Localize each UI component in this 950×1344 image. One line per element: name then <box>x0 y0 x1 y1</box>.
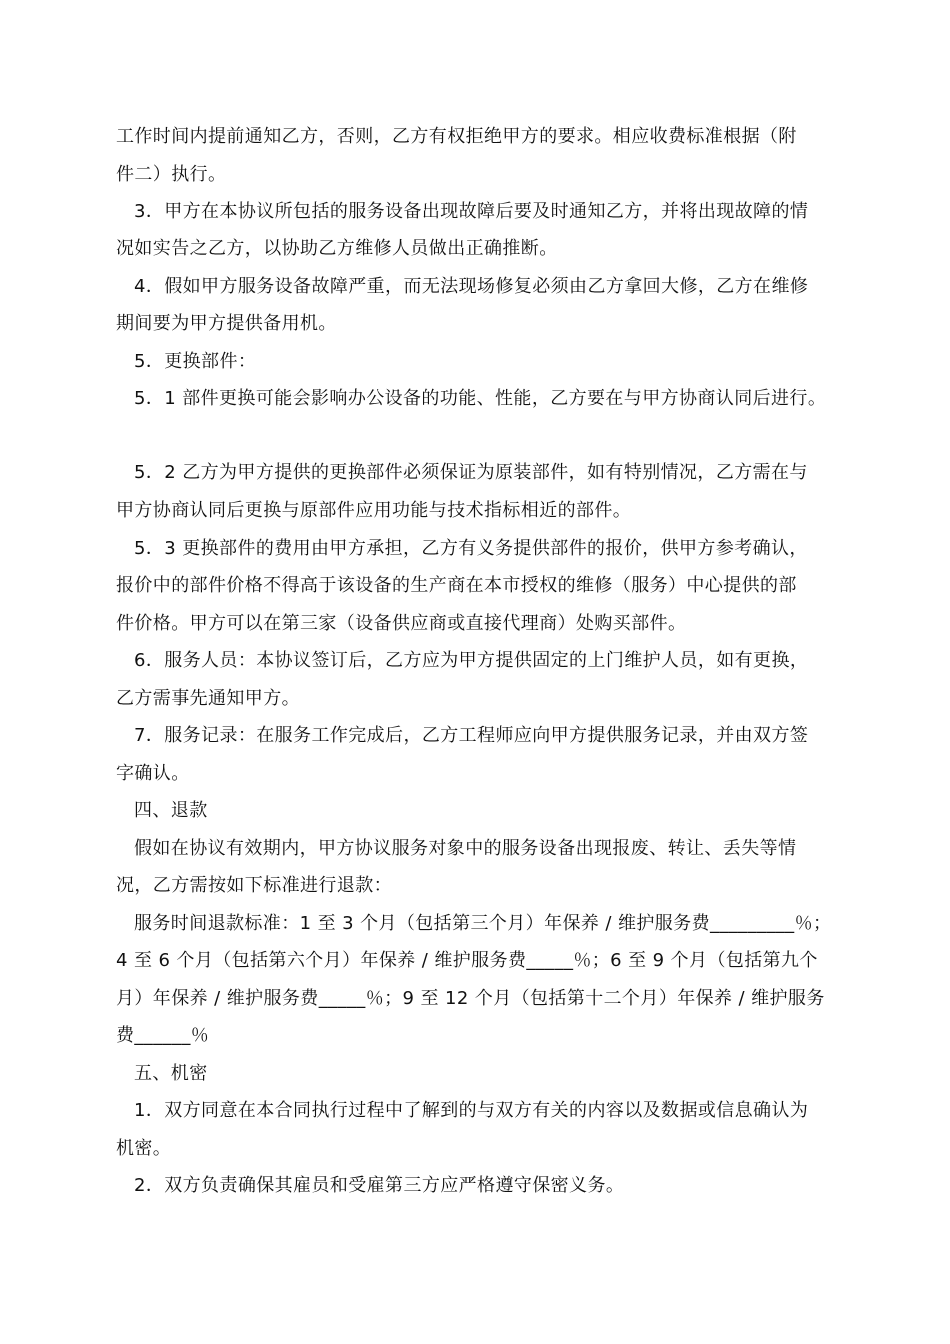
text-line: 4．假如甲方服务设备故障严重，而无法现场修复必须由乙方拿回大修，乙方在维修 <box>134 276 809 297</box>
text-line: 件价格。甲方可以在第三家（设备供应商或直接代理商）处购买部件。 <box>116 613 687 634</box>
text-line: 况如实告之乙方，以协助乙方维修人员做出正确推断。 <box>116 238 558 259</box>
text-line: 5．3 更换部件的费用由甲方承担，乙方有义务提供部件的报价，供甲方参考确认， <box>134 538 808 559</box>
text-line: 费______％ <box>116 1025 210 1046</box>
text-line: 月）年保养 / 维护服务费_____％；9 至 12 个月（包括第十二个月）年保养 / 维护服务 <box>116 988 825 1009</box>
text-line: 5．1 部件更换可能会影响办公设备的功能、性能，乙方要在与甲方协商认同后进行。 <box>134 388 827 409</box>
text-line: 机密。 <box>116 1138 172 1159</box>
text-line: 件二）执行。 <box>116 164 227 185</box>
text-line: 3．甲方在本协议所包括的服务设备出现故障后要及时通知乙方，并将出现故障的情 <box>134 201 809 222</box>
section-heading: 五、机密 <box>134 1063 208 1084</box>
text-line: 7．服务记录：在服务工作完成后，乙方工程师应向甲方提供服务记录，并由双方签 <box>134 725 809 746</box>
text-line: 服务时间退款标准：1 至 3 个月（包括第三个月）年保养 / 维护服务费_________％； <box>134 913 832 934</box>
text-line: 5．更换部件： <box>134 351 257 372</box>
text-line: 假如在协议有效期内，甲方协议服务对象中的服务设备出现报废、转让、丢失等情 <box>134 838 797 859</box>
text-line: 期间要为甲方提供备用机。 <box>116 313 337 334</box>
text-line: 乙方需事先通知甲方。 <box>116 688 300 709</box>
text-line: 工作时间内提前通知乙方，否则，乙方有权拒绝甲方的要求。相应收费标准根据（附 <box>116 126 797 147</box>
text-line: 况，乙方需按如下标准进行退款： <box>116 875 392 896</box>
text-line: 2．双方负责确保其雇员和受雇第三方应严格遵守保密义务。 <box>134 1175 625 1196</box>
text-line: 4 至 6 个月（包括第六个月）年保养 / 维护服务费_____％；6 至 9 个月（包括第九个 <box>116 950 818 971</box>
text-line: 甲方协商认同后更换与原部件应用功能与技术指标相近的部件。 <box>116 500 632 521</box>
text-line: 字确认。 <box>116 763 190 784</box>
text-line: 6．服务人员：本协议签订后，乙方应为甲方提供固定的上门维护人员，如有更换， <box>134 650 809 671</box>
section-heading: 四、退款 <box>134 800 208 821</box>
text-line: 5．2 乙方为甲方提供的更换部件必须保证为原装部件，如有特别情况，乙方需在与 <box>134 462 808 483</box>
text-line: 1．双方同意在本合同执行过程中了解到的与双方有关的内容以及数据或信息确认为 <box>134 1100 809 1121</box>
text-line: 报价中的部件价格不得高于该设备的生产商在本市授权的维修（服务）中心提供的部 <box>116 575 797 596</box>
